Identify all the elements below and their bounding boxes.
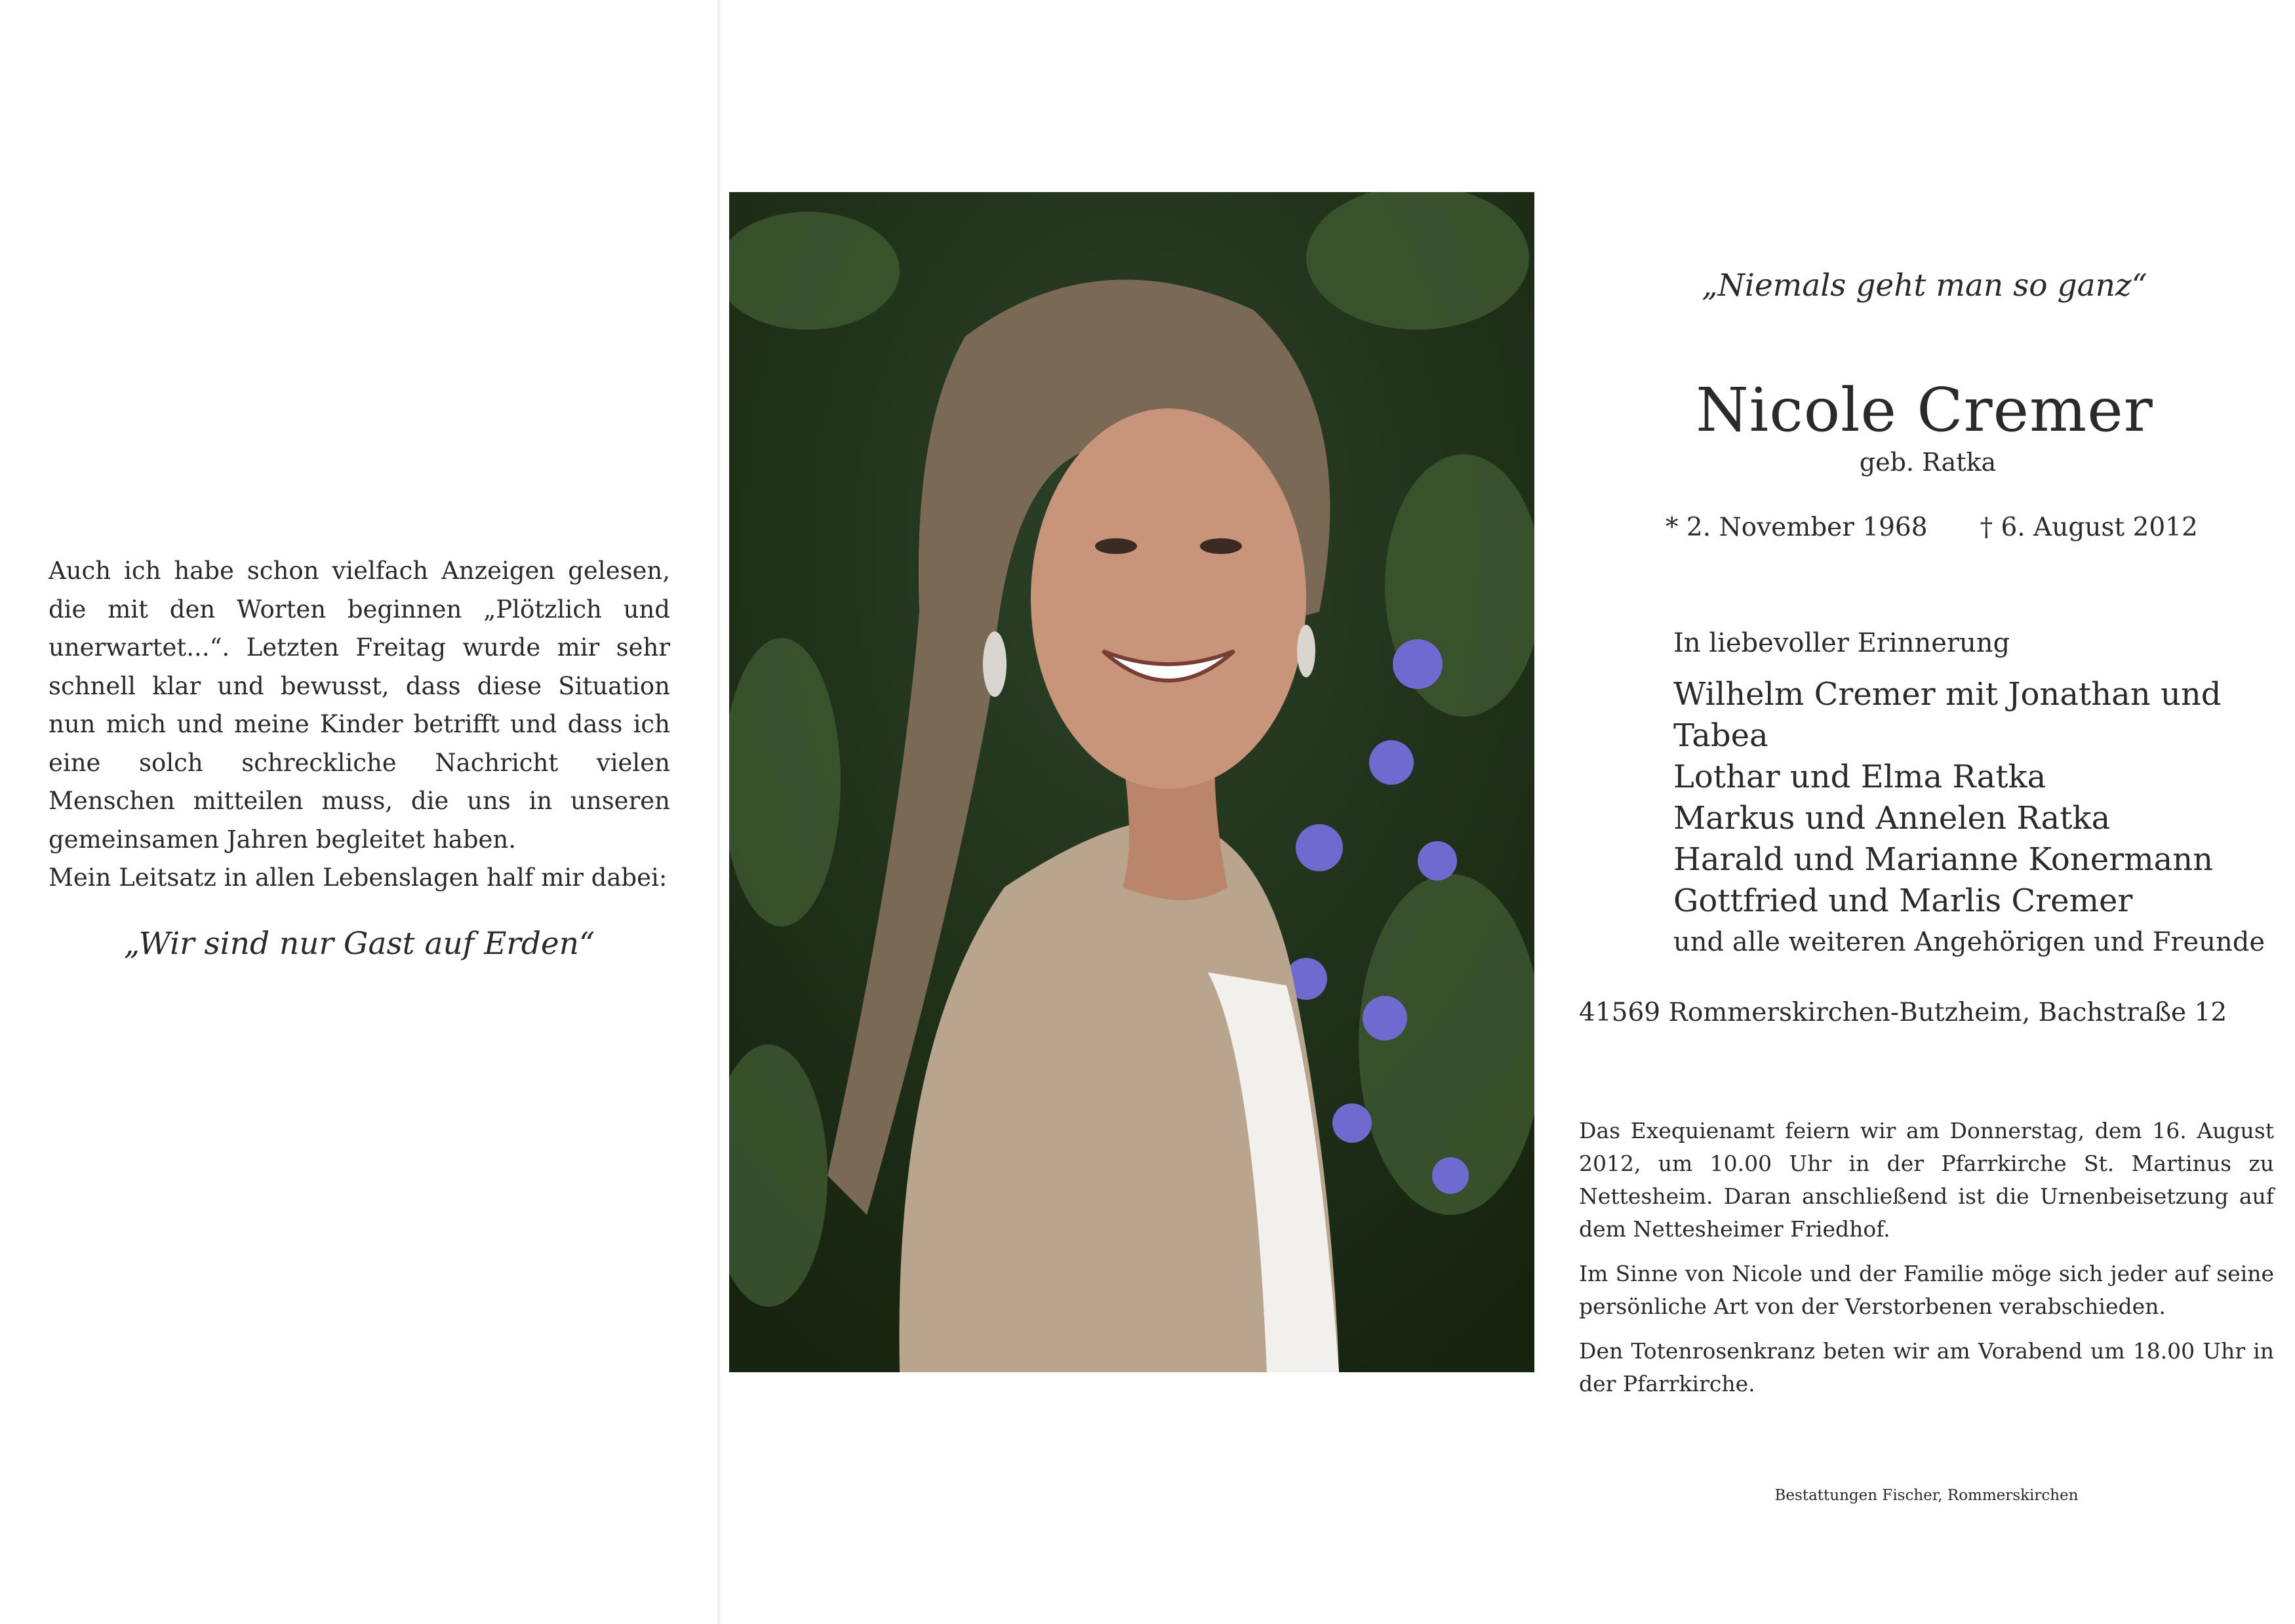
relatives-list <box>1673 674 2295 963</box>
life-dates <box>1666 513 2295 542</box>
portrait-photo <box>729 192 1534 1372</box>
service-paragraph: Im Sinne von Nicole und der Familie möge sich jeder auf seine persönliche Art von der Verstorbenen verabschieden. <box>1579 1261 2274 1319</box>
death-date: † 6. August 2012 <box>1980 513 2198 542</box>
left-page-text <box>49 552 670 898</box>
page-fold <box>718 0 720 1624</box>
relatives-closing: und alle weiteren Angehörigen und Freunde <box>1673 927 2265 957</box>
relative-line: Wilhelm Cremer mit Jonathan und Tabea <box>1673 676 2222 754</box>
memory-heading: In liebevoller Erinnerung <box>1673 628 2010 658</box>
service-info <box>1579 1115 2274 1412</box>
relative-line: Markus und Annelen Ratka <box>1673 800 2111 837</box>
deceased-name: Nicole Cremer <box>1696 375 2153 445</box>
relative-line: Gottfried und Marlis Cremer <box>1673 882 2133 919</box>
birth-date: * 2. November 1968 <box>1666 513 1928 542</box>
address: 41569 Rommerskirchen-Butzheim, Bachstraße 12 <box>1579 998 2227 1027</box>
relative-line: Lothar und Elma Ratka <box>1673 759 2046 795</box>
quote: „Niemals geht man so ganz“ <box>1702 267 2147 304</box>
undertaker: Bestattungen Fischer, Rommerskirchen <box>1774 1487 2079 1504</box>
maiden-name: geb. Ratka <box>1859 448 1997 477</box>
service-paragraph: Den Totenrosenkranz beten wir am Vorabend um 18.00 Uhr in der Pfarrkirche. <box>1579 1338 2274 1396</box>
intro-paragraph: Auch ich habe schon vielfach Anzeigen gelesen, die mit den Worten beginnen „Plötzlich und unerwartet...“. Letzten Freitag wurde mir sehr schnell klar und bewusst, dass diese Situation nun mich und meine Kinder betrifft und dass ich eine solch schreckliche Nachricht vielen Menschen mitteilen muss, die uns in unseren gemeinsamen Jahren begleitet haben. <box>49 557 670 854</box>
portrait-illustration <box>729 192 1534 1372</box>
motto-intro: Mein Leitsatz in allen Lebenslagen half mir dabei: <box>49 863 668 892</box>
service-paragraph: Das Exequienamt feiern wir am Donnerstag, dem 16. August 2012, um 10.00 Uhr in der Pfarrkirche St. Martinus zu Nettesheim. Daran anschließend ist die Urnenbeisetzung auf dem Nettesheimer Friedhof. <box>1579 1118 2274 1242</box>
left-motto: „Wir sind nur Gast auf Erden“ <box>123 926 595 962</box>
relative-line: Harald und Marianne Konermann <box>1673 841 2214 878</box>
